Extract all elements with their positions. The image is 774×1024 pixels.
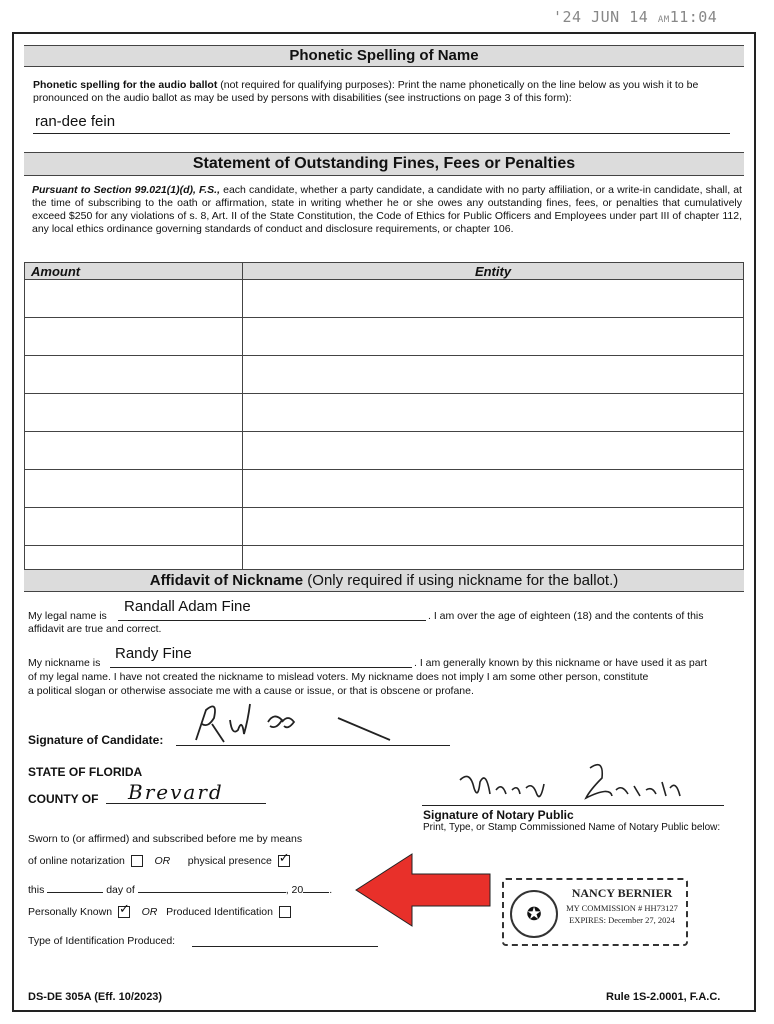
notarization-method: of online notarization OR physical presence ✓ [28, 855, 290, 868]
produced-id-checkbox[interactable] [279, 906, 291, 918]
nickname-line3: a political slogan or otherwise associate me with a cause or issue, or that is obscene or profane. [28, 685, 474, 697]
state-label: STATE OF FLORIDA [28, 765, 143, 779]
table-row [25, 432, 744, 470]
rule-reference: Rule 1S-2.0001, F.A.C. [606, 991, 721, 1003]
legal-name-prefix: My legal name is [28, 610, 107, 622]
legal-name-line2: affidavit are true and correct. [28, 623, 162, 635]
entity-cell[interactable] [243, 318, 744, 356]
entity-cell[interactable] [243, 280, 744, 318]
entity-column-header: Entity [243, 263, 744, 280]
phonetic-instructions: Phonetic spelling for the audio ballot (not required for qualifying purposes): Print the name phonetically on the line below as you wish it to be pronounced on the audio ballot as may be used by persons with disabilities (see instructions on page 3 of this form): [33, 79, 699, 104]
sworn-text: Sworn to (or affirmed) and subscribed before me by means [28, 833, 303, 845]
county-label: COUNTY OF [28, 792, 99, 806]
personally-known-checkbox[interactable] [118, 906, 130, 918]
physical-presence-checkbox[interactable] [278, 855, 290, 867]
entity-cell[interactable] [243, 356, 744, 394]
amount-cell[interactable] [25, 470, 243, 508]
amount-cell[interactable] [25, 394, 243, 432]
candidate-signature-line [176, 745, 450, 746]
amount-cell[interactable] [25, 432, 243, 470]
amount-cell[interactable] [25, 508, 243, 546]
table-row [25, 470, 744, 508]
table-row [25, 318, 744, 356]
amount-cell[interactable] [25, 318, 243, 356]
seal-name: NANCY BERNIER [571, 886, 673, 900]
table-row [25, 508, 744, 546]
candidate-signature-label: Signature of Candidate: [28, 733, 164, 747]
notary-signature-label: Signature of Notary Public [423, 808, 574, 822]
red-arrow-annotation [354, 852, 494, 928]
nickname-header: Affidavit of Nickname (Only required if using nickname for the ballot.) [24, 569, 744, 592]
online-notarization-checkbox[interactable] [131, 855, 143, 867]
table-row [25, 280, 744, 318]
phonetic-value[interactable]: ran-dee fein [35, 113, 116, 130]
amount-column-header: Amount [25, 263, 243, 280]
county-line [106, 803, 266, 804]
nickname-line [110, 667, 412, 668]
state-seal-icon: ✪ [510, 890, 558, 938]
legal-name-line [118, 620, 426, 621]
county-value[interactable]: Brevard [128, 780, 224, 804]
nickname-line2: of my legal name. I have not created the nickname to mislead voters. My nickname does not imply I am some other person, constitute [28, 671, 649, 683]
phonetic-header: Phonetic Spelling of Name [24, 45, 744, 67]
phonetic-line [33, 133, 730, 134]
received-stamp: '24 JUN 14 AM11:04 [553, 8, 718, 26]
entity-cell[interactable] [243, 432, 744, 470]
nickname-value[interactable]: Randy Fine [115, 645, 192, 662]
fines-table [24, 262, 744, 584]
entity-cell[interactable] [243, 470, 744, 508]
amount-cell[interactable] [25, 356, 243, 394]
amount-cell[interactable] [25, 280, 243, 318]
fines-statement: Pursuant to Section 99.021(1)(d), F.S., each candidate, whether a party candidate, a candidate with no party affiliation, or a write-in candidate, shall, at the time of subscribing to the oath or affirmation, state in writing whether he or she owes any outstanding fines, fees, or penalties that cumulatively exceed $250 for any violations of s. 8, Art. II of the State Constitution, the Code of Ethics for Public Officers and Employees under part III of chapter 112, any local ethics ordinance governing standards of conduct and disclosure requirements, or chapter 106. [32, 184, 742, 235]
notary-signature [440, 760, 730, 808]
type-id-line [192, 946, 378, 947]
notary-seal [502, 878, 688, 946]
table-row [25, 394, 744, 432]
entity-cell[interactable] [243, 394, 744, 432]
entity-cell[interactable] [243, 508, 744, 546]
candidate-signature [178, 700, 398, 748]
type-id-label: Type of Identification Produced: [28, 935, 176, 947]
date-line: this day of , 20 . [28, 884, 333, 896]
identification-method: Personally Known ✓ OR Produced Identification [28, 906, 291, 919]
nickname-prefix: My nickname is [28, 657, 101, 669]
notary-signature-line [422, 805, 724, 806]
notary-print-label: Print, Type, or Stamp Commissioned Name of Notary Public below: [423, 822, 721, 833]
seal-expires: EXPIRES: December 27, 2024 [569, 915, 675, 925]
table-row [25, 356, 744, 394]
legal-name-value[interactable]: Randall Adam Fine [124, 598, 251, 615]
form-id: DS-DE 305A (Eff. 10/2023) [28, 991, 163, 1003]
seal-commission: MY COMMISSION # HH73127 [566, 903, 678, 913]
nickname-suffix: . I am generally known by this nickname or have used it as part [414, 657, 707, 669]
legal-name-suffix: . I am over the age of eighteen (18) and the contents of this [428, 610, 704, 622]
fines-header: Statement of Outstanding Fines, Fees or Penalties [24, 152, 744, 176]
